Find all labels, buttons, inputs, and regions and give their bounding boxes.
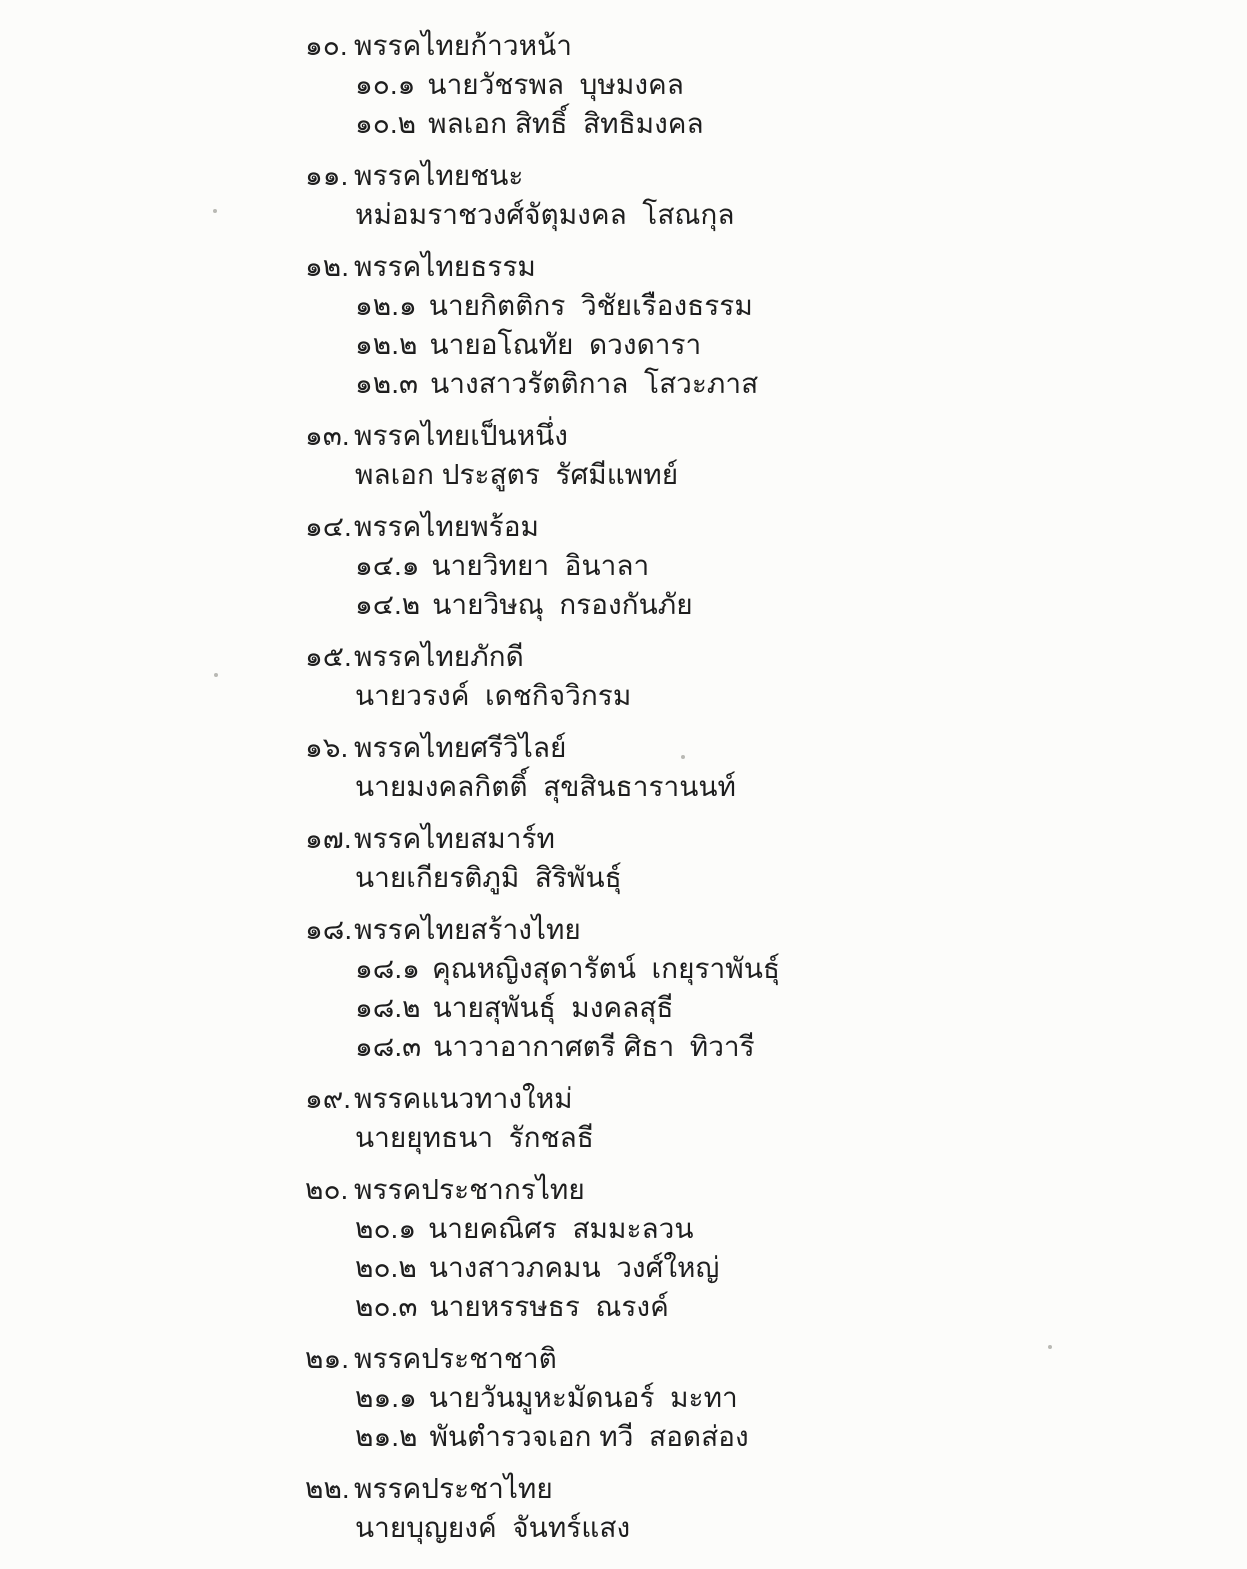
- party-number: ๑๔.: [305, 511, 352, 542]
- member-number: ๑๒.๒: [355, 329, 418, 360]
- party-number: ๑๐.: [305, 30, 348, 61]
- party-number: ๑๗.: [305, 823, 352, 854]
- party-heading: [305, 1079, 1207, 1118]
- party-number: ๒๒.: [305, 1473, 350, 1504]
- party-number: ๑๒.: [305, 251, 350, 282]
- member-number: ๑๒.๓: [355, 368, 419, 399]
- party-heading: [305, 819, 1207, 858]
- member-name: นายเกียรติภูมิ สิริพันธุ์: [355, 862, 622, 893]
- scan-speck: [1048, 1345, 1052, 1349]
- party-number: ๑๖.: [305, 732, 349, 763]
- party-heading: [305, 416, 1207, 455]
- member-number: ๑๐.๑: [355, 69, 416, 100]
- member-number: ๑๒.๑: [355, 290, 417, 321]
- scan-speck: [213, 209, 217, 213]
- party-item: [305, 1469, 1207, 1547]
- scan-speck: [681, 755, 685, 759]
- party-item: [305, 819, 1207, 897]
- member-name: พลเอก สิทธิ์ สิทธิมงคล: [428, 108, 704, 139]
- party-heading: [305, 507, 1207, 546]
- scan-speck: [214, 673, 218, 677]
- member-line: [305, 325, 1207, 364]
- party-number: ๒๑.: [305, 1343, 350, 1374]
- party-name: พรรคไทยพร้อม: [354, 511, 539, 542]
- member-name: นายกิตติกร วิชัยเรืองธรรม: [428, 290, 753, 321]
- member-line: [305, 65, 1207, 104]
- member-line: [305, 364, 1207, 403]
- member-name: นายวิทยา อินาลา: [431, 550, 650, 581]
- party-name: พรรคไทยเป็นหนึ่ง: [354, 420, 568, 451]
- member-number: ๑๘.๒: [355, 992, 421, 1023]
- party-heading: [305, 26, 1207, 65]
- party-name: พรรคไทยสร้างไทย: [354, 914, 581, 945]
- member-number: ๑๘.๓: [355, 1031, 422, 1062]
- party-name: พรรคไทยก้าวหน้า: [354, 30, 572, 61]
- member-name: นายหรรษธร ณรงค์: [429, 1291, 669, 1322]
- member-line: [305, 195, 1207, 234]
- party-item: [305, 728, 1207, 806]
- member-name: นายวรงค์ เดชกิจวิกรม: [355, 680, 632, 711]
- party-number: ๑๘.: [305, 914, 353, 945]
- member-name: พันตำรวจเอก ทวี สอดส่อง: [429, 1421, 749, 1452]
- party-item: [305, 1339, 1207, 1456]
- member-name: นายวิษณุ กรองกันภัย: [432, 589, 693, 620]
- member-name: หม่อมราชวงศ์จัตุมงคล โสณกุล: [355, 199, 735, 230]
- party-item: [305, 637, 1207, 715]
- member-name: พลเอก ประสูตร รัศมีแพทย์: [355, 459, 679, 490]
- party-name: พรรคไทยชนะ: [354, 160, 524, 191]
- party-name: พรรคไทยภักดี: [354, 641, 524, 672]
- party-item: [305, 507, 1207, 624]
- party-heading: [305, 728, 1207, 767]
- member-name: นายบุญยงค์ จันทร์แสง: [355, 1512, 631, 1543]
- party-name: พรรคไทยศรีวิไลย์: [354, 732, 567, 763]
- party-heading: [305, 156, 1207, 195]
- party-number: ๑๕.: [305, 641, 352, 672]
- member-number: ๑๘.๑: [355, 953, 420, 984]
- member-line: [305, 546, 1207, 585]
- party-item: [305, 156, 1207, 234]
- member-name: นายวัชรพล บุษมงคล: [427, 69, 684, 100]
- member-name: นาวาอากาศตรี ศิธา ทิวารี: [433, 1031, 755, 1062]
- party-number: ๑๙.: [305, 1083, 352, 1114]
- member-line: [305, 1287, 1207, 1326]
- member-line: [305, 104, 1207, 143]
- party-name: พรรคไทยธรรม: [354, 251, 536, 282]
- member-name: นายวันมูหะมัดนอร์ มะทา: [428, 1382, 738, 1413]
- member-line: [305, 1378, 1207, 1417]
- party-item: [305, 910, 1207, 1066]
- party-item: [305, 416, 1207, 494]
- party-name: พรรคไทยสมาร์ท: [354, 823, 555, 854]
- party-heading: [305, 910, 1207, 949]
- member-number: ๒๐.๒: [355, 1252, 417, 1283]
- member-name: นางสาวรัตติกาล โสวะภาส: [430, 368, 759, 399]
- party-number: ๑๑.: [305, 160, 349, 191]
- member-line: [305, 676, 1207, 715]
- party-heading: [305, 1170, 1207, 1209]
- party-name: พรรคประชาชาติ: [354, 1343, 557, 1374]
- member-line: [305, 286, 1207, 325]
- member-line: [305, 1508, 1207, 1547]
- member-name: คุณหญิงสุดารัตน์ เกยุราพันธุ์: [431, 953, 780, 984]
- member-line: [305, 1027, 1207, 1066]
- member-name: นางสาวภคมน วงศ์ใหญ่: [428, 1252, 720, 1283]
- party-heading: [305, 247, 1207, 286]
- member-name: นายสุพันธุ์ มงคลสุธี: [432, 992, 674, 1023]
- party-heading: [305, 637, 1207, 676]
- member-line: [305, 1209, 1207, 1248]
- member-line: [305, 988, 1207, 1027]
- member-name: นายมงคลกิตติ์ สุขสินธารานนท์: [355, 771, 736, 802]
- member-name: นายยุทธนา รักชลธี: [355, 1122, 594, 1153]
- member-line: [305, 1248, 1207, 1287]
- member-number: ๒๐.๑: [355, 1213, 417, 1244]
- member-line: [305, 949, 1207, 988]
- member-number: ๒๐.๓: [355, 1291, 418, 1322]
- member-number: ๒๑.๒: [355, 1421, 418, 1452]
- party-item: [305, 1170, 1207, 1326]
- party-heading: [305, 1469, 1207, 1508]
- member-line: [305, 1118, 1207, 1157]
- party-item: [305, 1079, 1207, 1157]
- member-number: ๑๔.๒: [355, 589, 421, 620]
- member-line: [305, 858, 1207, 897]
- member-line: [305, 767, 1207, 806]
- party-name: พรรคแนวทางใหม่: [354, 1083, 573, 1114]
- party-heading: [305, 1339, 1207, 1378]
- party-name: พรรคประชาไทย: [354, 1473, 553, 1504]
- member-name: นายคณิศร สมมะลวน: [428, 1213, 694, 1244]
- party-name: พรรคประชากรไทย: [354, 1174, 585, 1205]
- member-number: ๒๑.๑: [355, 1382, 417, 1413]
- member-line: [305, 585, 1207, 624]
- member-line: [305, 1417, 1207, 1456]
- party-item: [305, 26, 1207, 143]
- party-number: ๒๐.: [305, 1174, 349, 1205]
- party-number: ๑๓.: [305, 420, 350, 451]
- party-item: [305, 247, 1207, 403]
- member-line: [305, 455, 1207, 494]
- member-name: นายอโณทัย ดวงดารา: [429, 329, 702, 360]
- member-number: ๑๐.๒: [355, 108, 417, 139]
- member-number: ๑๔.๑: [355, 550, 420, 581]
